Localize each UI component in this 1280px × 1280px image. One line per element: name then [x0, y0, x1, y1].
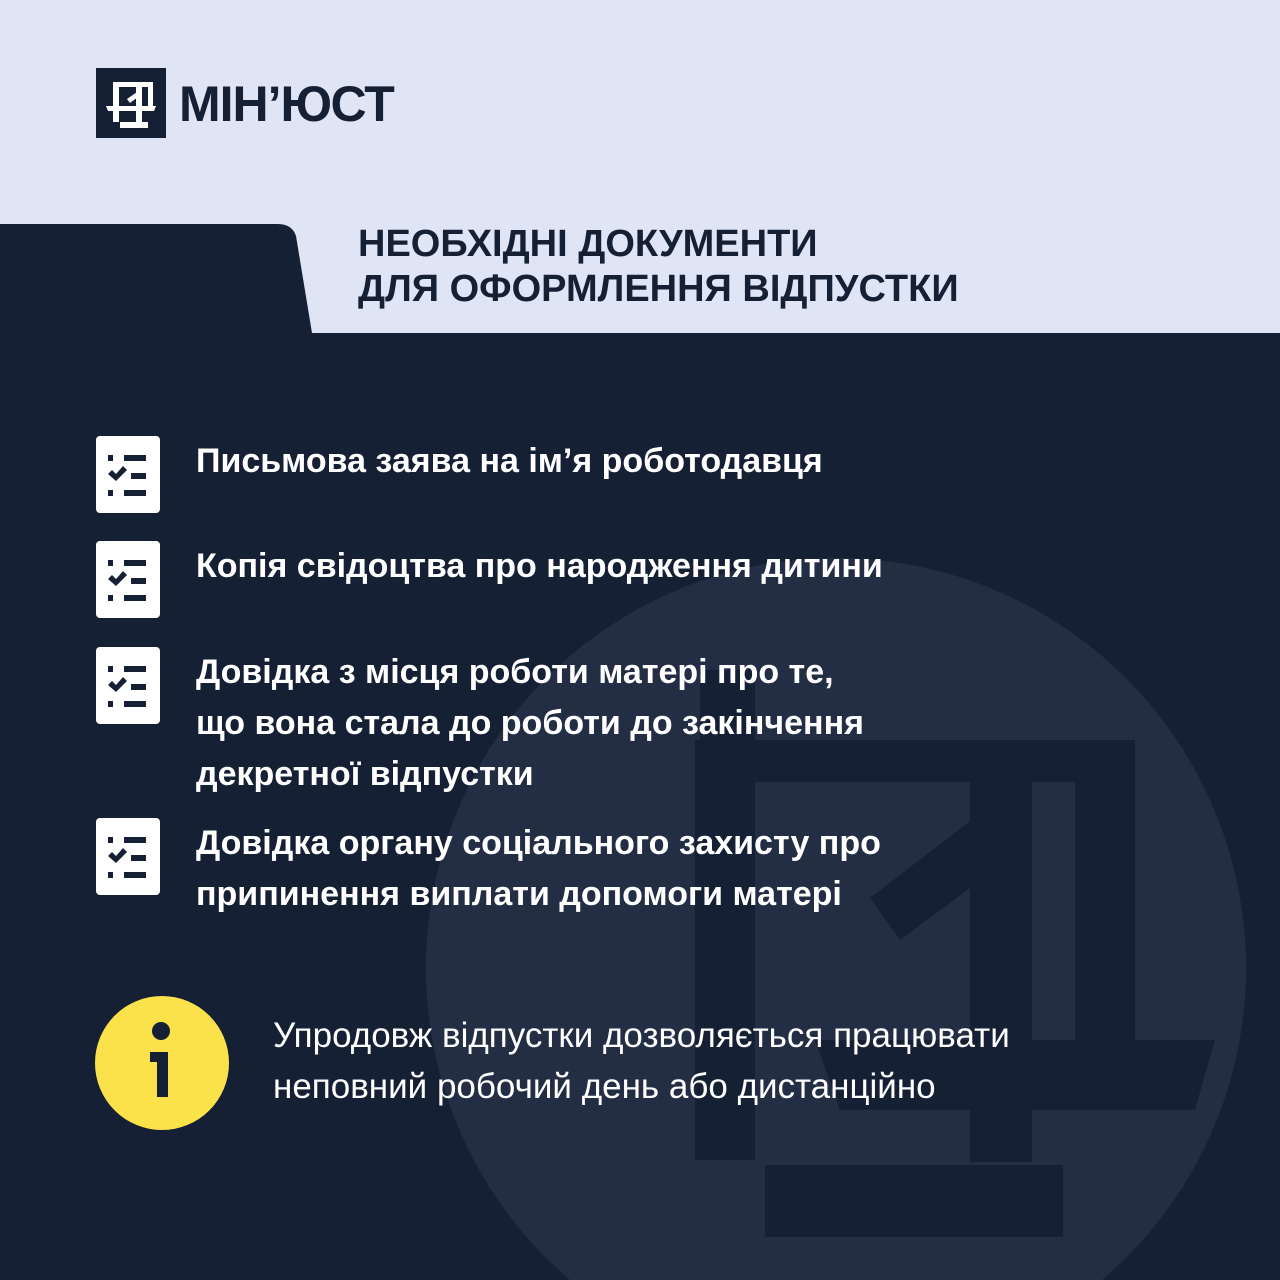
- document-text: [196, 818, 1016, 920]
- page-title: [358, 222, 959, 312]
- document-line: Довідка з місця роботи матері про те,: [196, 653, 834, 691]
- scales-of-justice-icon: [96, 68, 166, 138]
- checklist-icon: [96, 818, 160, 895]
- page-title-line-1: НЕОБХІДНІ ДОКУМЕНТИ: [358, 223, 818, 265]
- checklist-icon: [96, 647, 160, 724]
- checklist-icon: [96, 541, 160, 618]
- document-text: [196, 647, 1016, 800]
- document-line: Довідка органу соціального захисту про: [196, 824, 881, 862]
- document-text: [196, 541, 1016, 592]
- brand-name: МІН’ЮСТ: [179, 76, 394, 132]
- document-line: декретної відпустки: [196, 755, 534, 793]
- document-line: Письмова заява на ім’я роботодавця: [196, 442, 823, 480]
- document-line: Копія свідоцтва про народження дитини: [196, 547, 883, 585]
- info-icon: [95, 996, 229, 1130]
- info-note-line: Упродовж відпустки дозволяється працювати: [273, 1016, 1010, 1055]
- checklist-icon: [96, 436, 160, 513]
- page-title-line-2: ДЛЯ ОФОРМЛЕННЯ ВІДПУСТКИ: [358, 268, 959, 310]
- document-text: [196, 436, 1016, 487]
- document-line: що вона стала до роботи до закінчення: [196, 704, 864, 742]
- info-note-line: неповний робочий день або дистанційно: [273, 1067, 936, 1106]
- document-line: припинення виплати допомоги матері: [196, 875, 842, 913]
- info-note: [273, 1010, 1010, 1112]
